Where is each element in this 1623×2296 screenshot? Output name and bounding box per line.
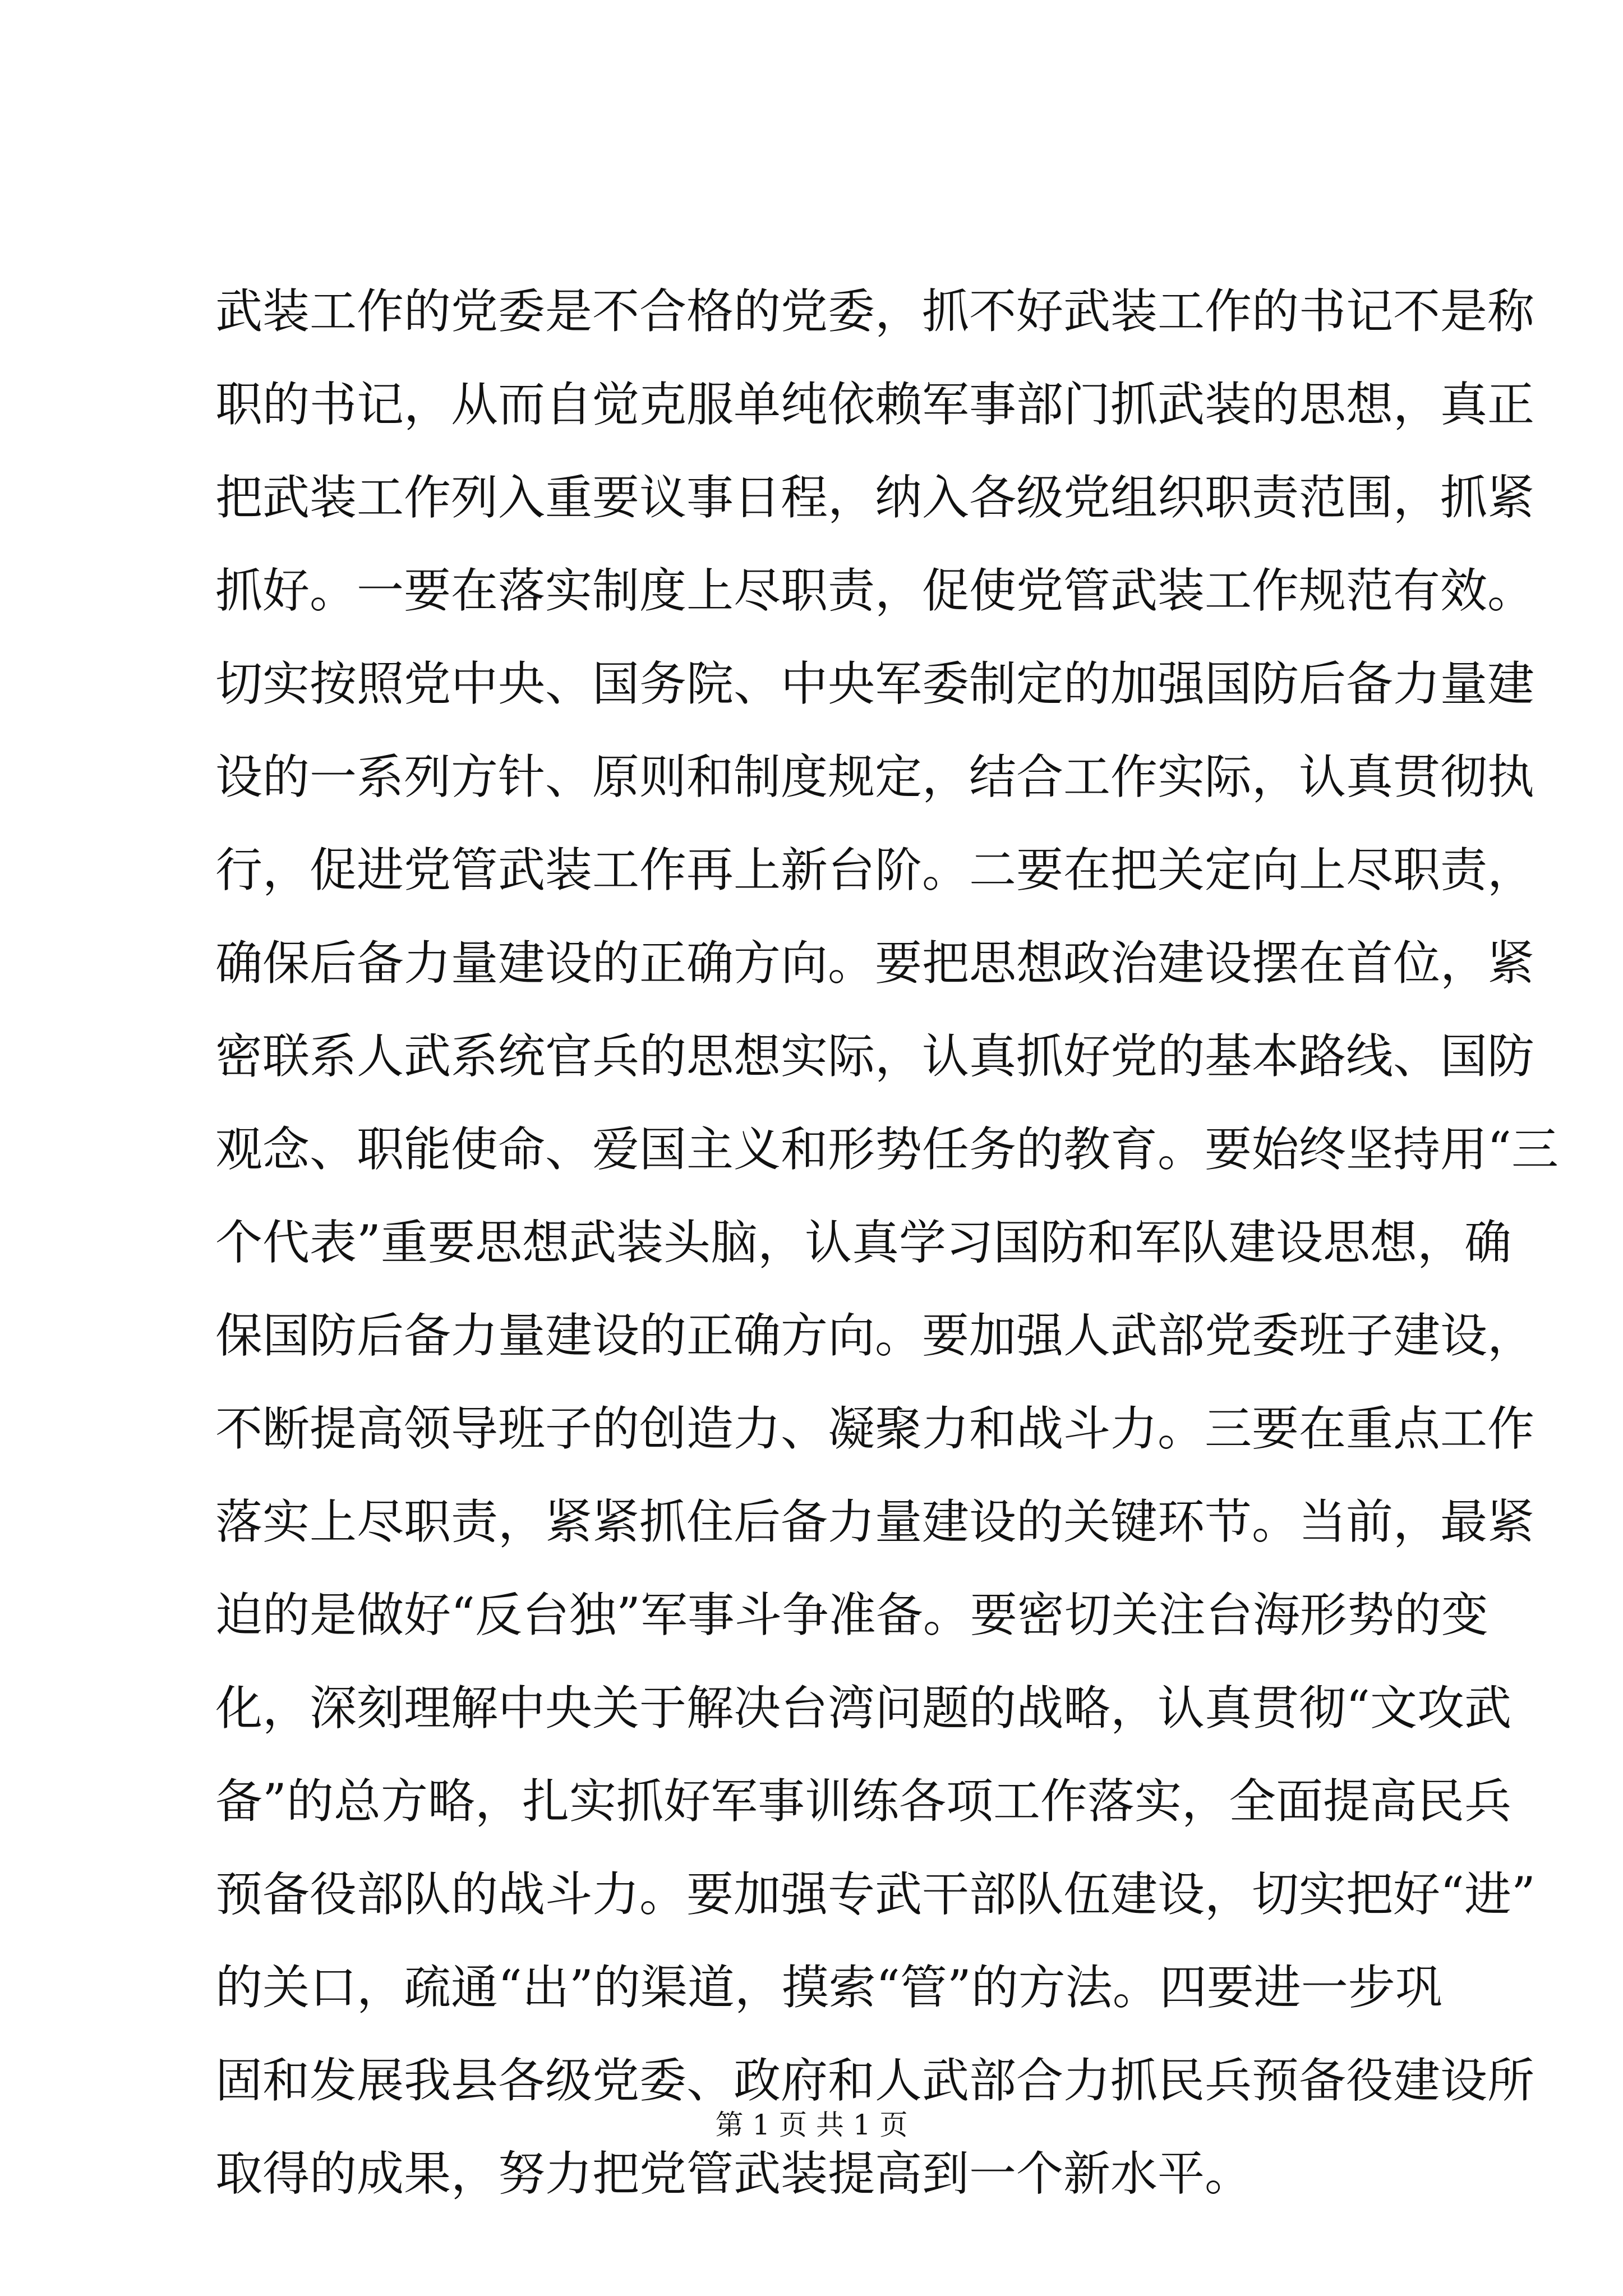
text-line: 设的一系列方针、原则和制度规定，结合工作实际，认真贯彻执 bbox=[215, 749, 1535, 804]
text-line: 武装工作的党委是不合格的党委，抓不好武装工作的书记不是称 bbox=[215, 284, 1535, 339]
page-footer bbox=[0, 2102, 1623, 2143]
text-line: 抓好。一要在落实制度上尽职责，促使党管武装工作规范有效。 bbox=[215, 563, 1535, 618]
text-line: 固和发展我县各级党委、政府和人武部合力抓民兵预备役建设所 bbox=[215, 2053, 1535, 2108]
text-line: 密联系人武系统官兵的思想实际，认真抓好党的基本路线、国防 bbox=[215, 1029, 1535, 1084]
text-line: 备”的总方略，扎实抓好军事训练各项工作落实，全面提高民兵 bbox=[215, 1774, 1511, 1829]
body-text bbox=[215, 265, 1559, 2220]
text-line: 把武装工作列入重要议事日程，纳入各级党组织职责范围，抓紧 bbox=[215, 470, 1535, 525]
page-number: 第 1 页 共 1 页 bbox=[715, 2109, 908, 2141]
text-line: 切实按照党中央、国务院、中央军委制定的加强国防后备力量建 bbox=[215, 656, 1535, 711]
text-line: 的关口，疏通“出”的渠道，摸索“管”的方法。四要进一步巩 bbox=[215, 1960, 1442, 2015]
text-line: 行，促进党管武装工作再上新台阶。二要在把关定向上尽职责， bbox=[215, 843, 1535, 898]
text-line: 化，深刻理解中央关于解决台湾问题的战略，认真贯彻“文攻武 bbox=[215, 1681, 1511, 1736]
text-line: 职的书记，从而自觉克服单纯依赖军事部门抓武装的思想，真正 bbox=[215, 377, 1535, 432]
text-line: 迫的是做好“反台独”军事斗争准备。要密切关注台海形势的变 bbox=[215, 1588, 1488, 1642]
text-line: 确保后备力量建设的正确方向。要把思想政治建设摆在首位，紧 bbox=[215, 936, 1535, 991]
text-line: 落实上尽职责，紧紧抓住后备力量建设的关键环节。当前，最紧 bbox=[215, 1494, 1535, 1549]
text-line: 不断提高领导班子的创造力、凝聚力和战斗力。三要在重点工作 bbox=[215, 1401, 1535, 1456]
text-line: 取得的成果，努力把党管武装提高到一个新水平。 bbox=[215, 2146, 1252, 2201]
text-line: 个代表”重要思想武装头脑，认真学习国防和军队建设思想，确 bbox=[215, 1215, 1511, 1270]
text-line: 观念、职能使命、爱国主义和形势任务的教育。要始终坚持用“三 bbox=[215, 1122, 1559, 1177]
text-line: 预备役部队的战斗力。要加强专武干部队伍建设，切实把好“进” bbox=[215, 1867, 1536, 1922]
text-line: 保国防后备力量建设的正确方向。要加强人武部党委班子建设， bbox=[215, 1308, 1535, 1363]
